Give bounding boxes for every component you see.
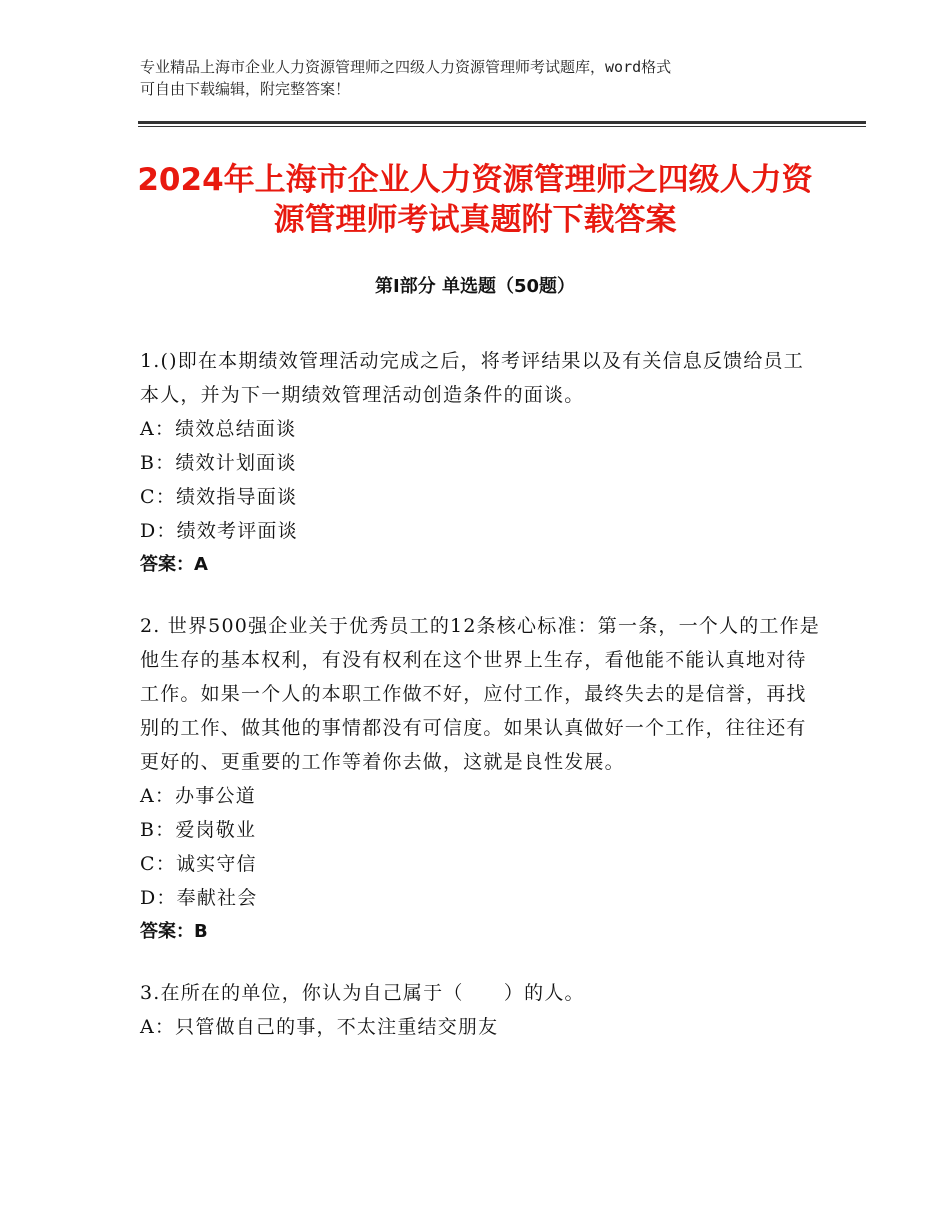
option-a: A：办事公道 xyxy=(140,785,256,807)
question-stem: 3.在所在的单位，你认为自己属于（ ）的人。 xyxy=(140,982,585,1004)
option-d: D：奉献社会 xyxy=(140,887,258,909)
document-title: 2024年上海市企业人力资源管理师之四级人力资源管理师考试真题附下载答案 xyxy=(137,162,813,238)
header-divider-thin xyxy=(138,126,866,127)
option-b: B：绩效计划面谈 xyxy=(140,452,297,474)
question-stem: 1.()即在本期绩效管理活动完成之后，将考评结果以及有关信息反馈给员工本人，并为下一期绩效管理活动创造条件的面谈。 xyxy=(140,350,804,406)
option-d: D：绩效考评面谈 xyxy=(140,520,298,542)
header-note: 专业精品上海市企业人力资源管理师之四级人力资源管理师考试题库，word格式 可自由下载编辑，附完整答案！ xyxy=(140,58,672,98)
question-2 xyxy=(140,609,820,949)
option-a: A：绩效总结面谈 xyxy=(140,418,297,440)
option-a: A：只管做自己的事，不太注重结交朋友 xyxy=(140,1016,499,1038)
question-list xyxy=(140,344,820,1071)
question-stem: 2. 世界500强企业关于优秀员工的12条核心标准：第一条，一个人的工作是他生存的基本权利，有没有权利在这个世界上生存，看他能不能认真地对待工作。如果一个人的本职工作做不好，应付工作，最终失去的是信誉，再找别的工作、做其他的事情都没有可信度。如果认真做好一个工作，往往还有更好的、更重要的工作等着你去做，这就是良性发展。 xyxy=(140,615,821,773)
answer: 答案：B xyxy=(140,921,208,942)
question-3 xyxy=(140,976,820,1044)
option-b: B：爱岗敬业 xyxy=(140,819,257,841)
option-c: C：绩效指导面谈 xyxy=(140,486,298,508)
answer: 答案：A xyxy=(140,554,208,575)
question-1 xyxy=(140,344,820,582)
header-divider-thick xyxy=(138,121,866,124)
section-title: 第Ⅰ部分 单选题（50题） xyxy=(374,276,575,297)
option-c: C：诚实守信 xyxy=(140,853,257,875)
